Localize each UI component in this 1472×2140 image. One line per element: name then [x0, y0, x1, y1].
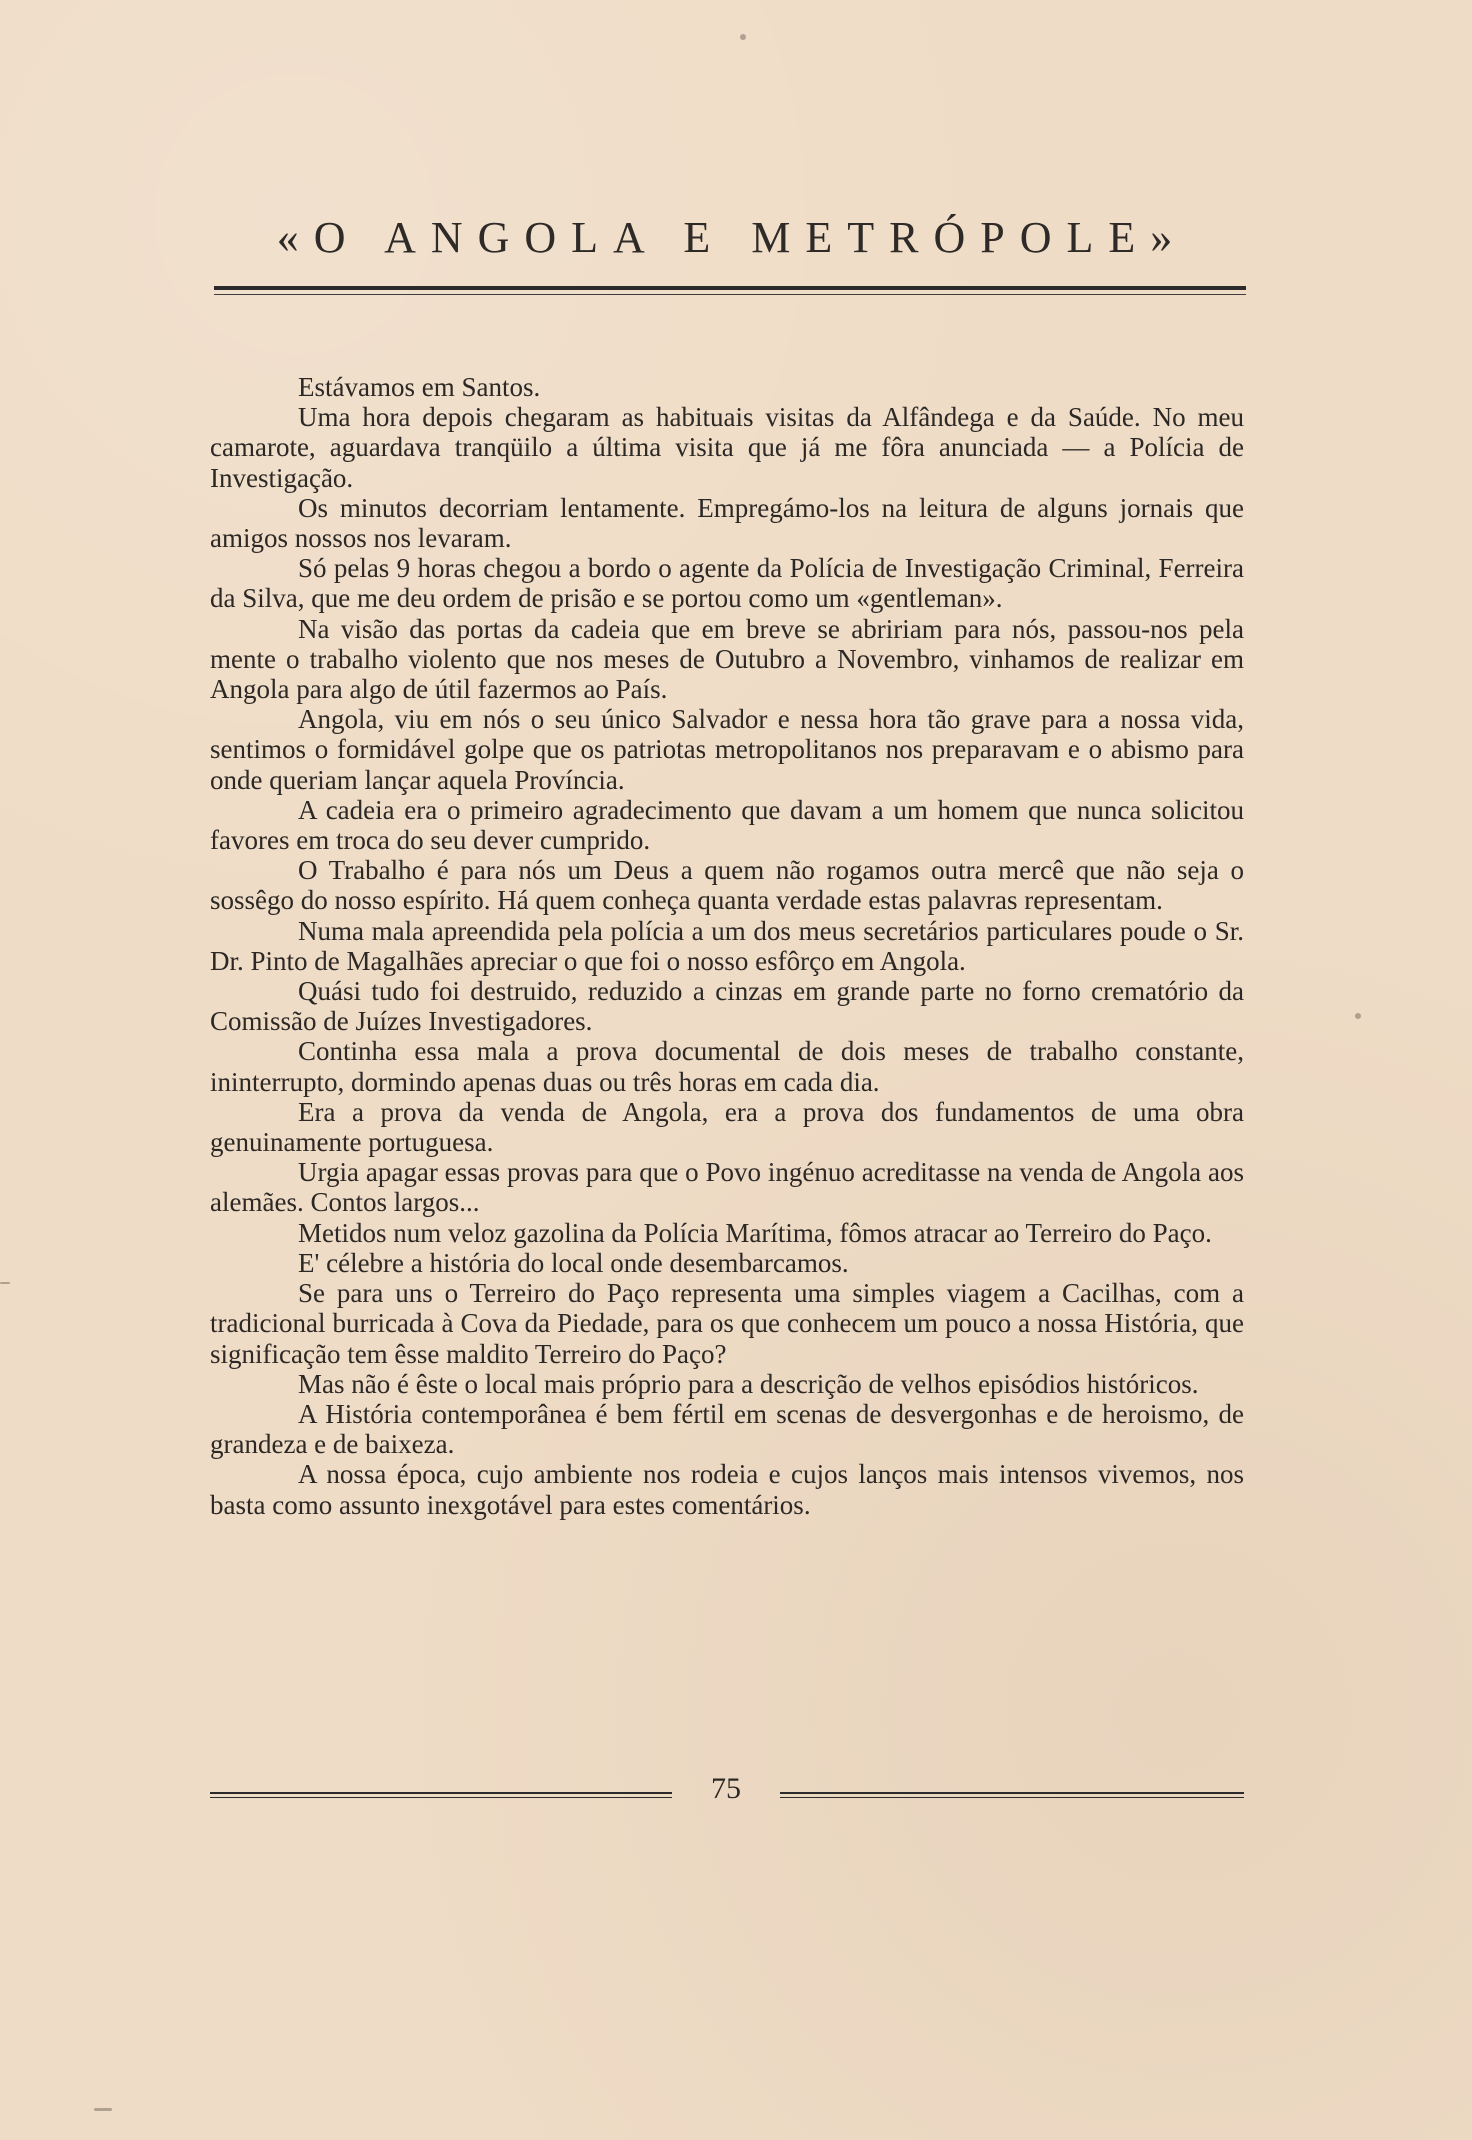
paragraph: Continha essa mala a prova documental de dois meses de trabalho constante, ininterrupto, dormindo apenas duas ou três horas em cada dia.: [210, 1036, 1244, 1097]
header-divider-thin: [214, 294, 1246, 295]
paragraph: Os minutos decorriam lentamente. Empregámo-los na leitura de alguns jornais que amigos nossos nos levaram.: [210, 492, 1244, 554]
paragraph: Numa mala apreendida pela polícia a um dos meus secretários particulares poude o Sr. Dr. Pinto de Magalhães apreciar o que foi o nosso esfôrço em Angola.: [210, 915, 1244, 976]
paragraph: E' célebre a história do local onde desembarcamos.: [298, 1247, 849, 1278]
paragraph: A cadeia era o primeiro agradecimento que davam a um homem que nunca solicitou favores em troca do seu dever cumprido.: [210, 794, 1244, 856]
page-header-title: «O ANGOLA E METRÓPOLE»: [276, 213, 1188, 262]
article-body: [210, 372, 1244, 1520]
paper-mark: [0, 1282, 10, 1284]
paper-mark: [94, 2108, 112, 2111]
paragraph: A nossa época, cujo ambiente nos rodeia e cujos lanços mais intensos vivemos, nos basta como assunto inexgotável para estes comentários.: [210, 1459, 1244, 1520]
paragraph: Metidos num veloz gazolina da Polícia Marítima, fômos atracar ao Terreiro do Paço.: [298, 1217, 1212, 1248]
paragraph: Quási tudo foi destruido, reduzido a cinzas em grande parte no forno crematório da Comissão de Juízes Investigadores.: [210, 976, 1244, 1037]
paragraph: Uma hora depois chegaram as habituais visitas da Alfândega e da Saúde. No meu camarote, aguardava tranqüilo a última visita que já me fôra anunciada — a Polícia de Investigação.: [210, 402, 1244, 493]
paragraph: Urgia apagar essas provas para que o Povo ingénuo acreditasse na venda de Angola aos alemães. Contos largos...: [210, 1157, 1244, 1218]
paragraph: Angola, viu em nós o seu único Salvador e nessa hora tão grave para a nossa vida, sentimos o formidável golpe que os patriotas metropolitanos nos preparavam e o abismo para onde queriam lançar aquela Província.: [210, 704, 1244, 795]
paragraph: O Trabalho é para nós um Deus a quem não rogamos outra mercê que não seja o sossêgo do nosso espírito. Há quem conheça quanta verdade estas palavras representam.: [210, 855, 1244, 916]
footer-divider-right: [780, 1792, 1244, 1798]
paper-mark: [1355, 1013, 1361, 1019]
paragraph: Era a prova da venda de Angola, era a prova dos fundamentos de uma obra genuinamente portuguesa.: [210, 1096, 1244, 1158]
header-divider-thick: [214, 286, 1246, 290]
paper-mark: [740, 34, 746, 40]
paragraph: Se para uns o Terreiro do Paço representa uma simples viagem a Cacilhas, com a tradicional burricada à Cova da Piedade, para os que conhecem um pouco a nossa História, que significação tem êsse maldito Terreiro do Paço?: [210, 1278, 1244, 1369]
footer-divider-left: [210, 1792, 672, 1798]
paragraph: Mas não é êste o local mais próprio para a descrição de velhos episódios históricos.: [298, 1368, 1199, 1399]
paragraph: A História contemporânea é bem fértil em scenas de desvergonhas e de heroismo, de grandeza e de baixeza.: [210, 1398, 1244, 1460]
paragraph: Estávamos em Santos.: [298, 372, 541, 402]
paragraph: Só pelas 9 horas chegou a bordo o agente da Polícia de Investigação Criminal, Ferreira da Silva, que me deu ordem de prisão e se portou como um «gentleman».: [210, 553, 1244, 614]
page-number: 75: [711, 1772, 741, 1805]
paragraph: Na visão das portas da cadeia que em breve se abririam para nós, passou-nos pela mente o trabalho violento que nos meses de Outubro a Novembro, vinhamos de realizar em Angola para algo de útil fazermos ao País.: [210, 613, 1244, 705]
